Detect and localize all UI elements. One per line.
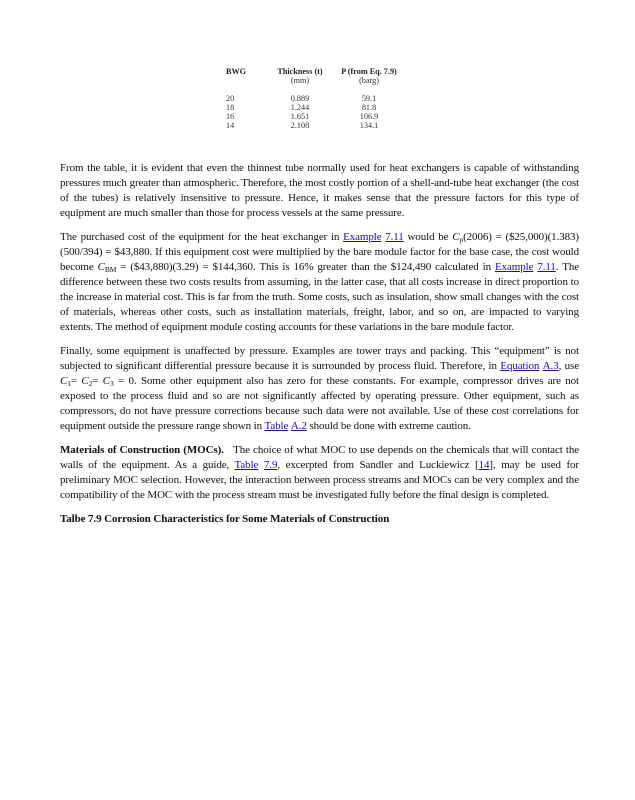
- table-cell: 134.1: [359, 121, 379, 130]
- table-cell: 2.108: [290, 121, 310, 130]
- text-span: , may be used for preliminary MOC selection. However, the interaction between process streams and MOCs can be very complex and the compatibility of the MOC with the process stream must be investigated fully before the final design is completed.: [60, 459, 579, 501]
- text-span: The purchased cost of the equipment for the heat exchanger in: [60, 231, 344, 243]
- text-span: would be: [403, 231, 453, 243]
- example-7-11-number-link[interactable]: 7.11: [385, 231, 404, 243]
- table-header-bwg: BWG: [226, 67, 247, 76]
- table-7-9-number-link[interactable]: 7.9: [263, 459, 278, 471]
- table-row: [218, 94, 400, 103]
- table-unit-thickness: (mm): [290, 76, 310, 85]
- c2-symbol: C: [81, 375, 89, 387]
- table-unit-bwg: [218, 76, 262, 85]
- table-a2-number-link[interactable]: A.2: [290, 420, 307, 432]
- table-7-9-link[interactable]: Table: [234, 459, 259, 471]
- cbm-symbol: C: [97, 261, 105, 273]
- paragraph-unaffected-equipment: [60, 344, 579, 434]
- text-span: Finally, some equipment is unaffected by pressure. Examples are tower trays and packing. This “equipment” is not subjected to significant differential pressure because it is surrounded by process fluid. Therefore, in: [60, 345, 579, 372]
- table-7-9-caption: Talbe 7.9 Corrosion Characteristics for Some Materials of Construction: [60, 513, 390, 525]
- table-cell: 14: [226, 121, 235, 130]
- text-span: = 0. Some other equipment also has zero for these constants. For example, compressor drives are not exposed to the process fluid and so are not significantly affected by operating pressure. Other equipment, such as compressors, do not have pressure corrections because such data were not available. Use of these cost correlations for equipment outside the pressure range shown in: [60, 375, 579, 432]
- paragraph-materials-of-construction: [60, 443, 579, 503]
- equation-a3-link[interactable]: Equation: [500, 360, 540, 372]
- table-unit-pressure: (barg): [359, 76, 379, 85]
- paragraph-pressure-tubes: From the table, it is evident that even the thinnest tube normally used for heat exchangers is capable of withstanding pressures much greater than atmospheric. Therefore, the most costly portion of a shell-and-tube heat exchanger (the cost of the tubes) is relatively insensitive to pressure. Hence, it makes sense that the pressure factors for this type of equipment are much smaller than those for process vessels at the same pressure.: [60, 162, 579, 219]
- c3-subscript: 3: [110, 379, 114, 388]
- text-span: (2006) = ($25,000)(1.383) (500/394) = $43,880. If this equipment cost were multiplied by the bare module factor for the base case, the cost would become: [60, 231, 580, 273]
- text-span: , use: [558, 360, 580, 372]
- example-7-11-link[interactable]: Example: [343, 231, 382, 243]
- c3-symbol: C: [102, 375, 111, 387]
- table-header-thickness: Thickness (t): [277, 67, 323, 76]
- cp-subscript: p: [459, 235, 464, 244]
- table-row: [218, 103, 400, 112]
- cp-symbol: C: [452, 231, 460, 243]
- paragraph-purchased-cost: [60, 230, 579, 335]
- text-span: . The difference between these two costs results from assuming, in the latter case, that all costs increase in direct proportion to the increase in material cost. This is far from the truth. Some costs, such as insulation, show small changes with the cost of materials, whereas other costs, such as installation materials, freight, labor, and so on, are impacted to varying extents. The method of equipment module costing accounts for these variations in the bare module factor.: [60, 261, 580, 333]
- text-span: , excerpted from Sandler and Luckiewicz: [277, 459, 476, 471]
- table-cell: 59.1: [361, 94, 377, 103]
- text-span: = ($43,880)(3.29) = $144,360. This is 16% greater than the $124,490 calculated in: [116, 261, 495, 273]
- equation-a3-number-link[interactable]: A.3: [542, 360, 559, 372]
- table-cell: 20: [226, 94, 235, 103]
- c2-subscript: 2: [88, 379, 93, 388]
- text-span: [: [475, 459, 479, 471]
- table-cell: 16: [226, 112, 235, 121]
- table-cell: 1.244: [290, 103, 310, 112]
- body-text: [60, 161, 579, 536]
- table-cell: 1.651: [290, 112, 310, 121]
- text-span: should be done with extreme caution.: [306, 420, 471, 432]
- example-7-11-link-2[interactable]: Example: [494, 261, 534, 273]
- cbm-subscript: BM: [104, 265, 117, 274]
- table-row: [218, 112, 400, 121]
- table-row: [218, 121, 400, 130]
- table-a2-link[interactable]: Table: [264, 420, 289, 432]
- table-cell: 106.9: [359, 112, 379, 121]
- text-span: =: [70, 375, 82, 387]
- table-cell: 18: [226, 103, 235, 112]
- example-7-11-number-link-2[interactable]: 7.11: [537, 261, 556, 273]
- c1-symbol: C: [60, 375, 68, 387]
- table-cell: 0.889: [290, 94, 310, 103]
- table-units-row: [218, 76, 400, 85]
- text-span: ]: [489, 459, 493, 471]
- text-span: =: [92, 375, 103, 387]
- c1-subscript: 1: [67, 379, 71, 388]
- moc-heading: Materials of Construction (MOCs).: [60, 444, 224, 456]
- text-span: The choice of what MOC to use depends on the chemicals that will contact the walls of the equipment. As a guide,: [60, 444, 579, 471]
- bwg-thickness-table: [218, 67, 400, 130]
- table-header-pressure: P (from Eq. 7.9): [341, 67, 397, 76]
- table-header-row: [218, 67, 400, 76]
- table-cell: 81.8: [361, 103, 377, 112]
- reference-14-link[interactable]: 14: [478, 459, 490, 471]
